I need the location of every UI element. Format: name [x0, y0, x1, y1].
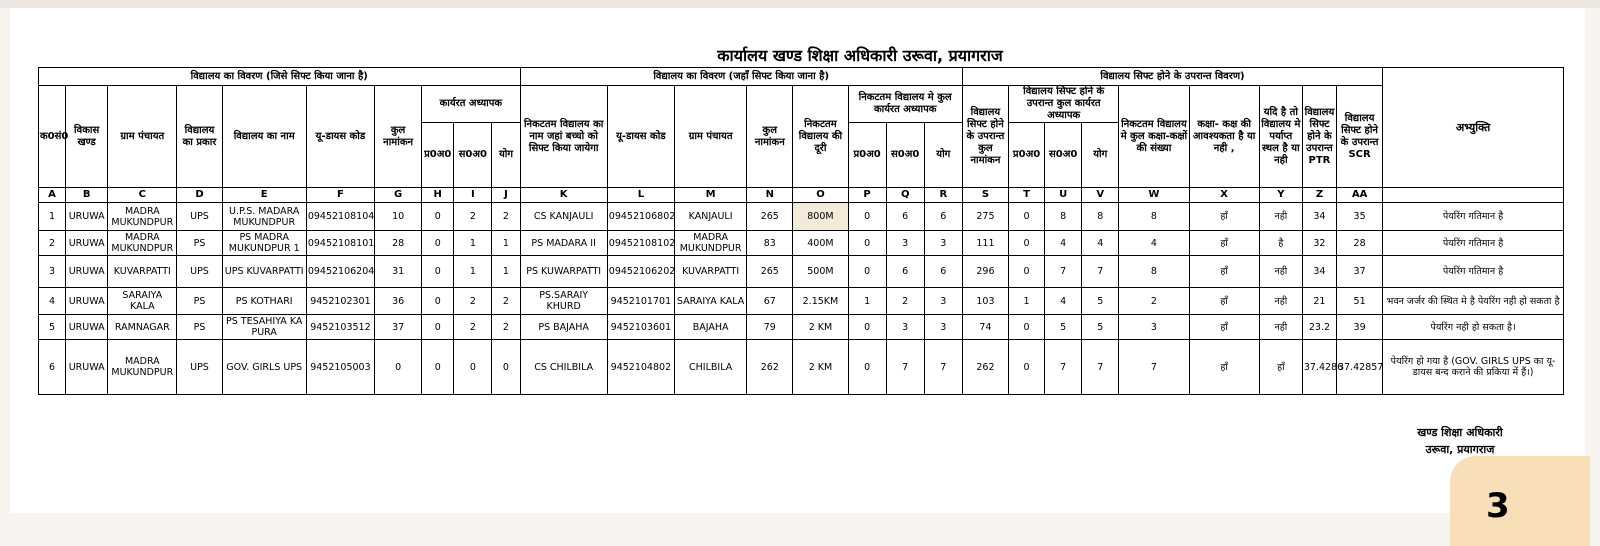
table-cell: GOV. GIRLS UPS: [222, 340, 306, 395]
table-cell: 262: [747, 340, 793, 395]
table-cell: नही: [1259, 256, 1302, 288]
header-p-headmaster: प्र0अ0: [848, 123, 886, 188]
column-letter: J: [492, 188, 520, 203]
remark-cell: पेयरिंग हो गया है (GOV. GIRLS UPS का यू-डायस बन्द कराने की प्रकिया में हैं।): [1383, 340, 1564, 395]
remark-cell: भवन जर्जर की स्थित मे है पेयरिंग नही हो सकता है: [1383, 288, 1564, 315]
table-cell: PS: [177, 288, 222, 315]
table-cell: 79: [747, 315, 793, 340]
table-cell: 3: [924, 288, 962, 315]
remark-cell: पेयरिंग नही हो सकता है।: [1383, 315, 1564, 340]
header-classroom-need: कक्षा- कक्ष की आवश्यकता है या नही ,: [1189, 86, 1259, 188]
table-cell: 09452108104: [306, 203, 374, 231]
table-cell: CS CHILBILA: [520, 340, 607, 395]
table-cell: MADRA MUKUNDPUR: [108, 231, 177, 256]
table-cell: 2: [492, 288, 520, 315]
column-letter: E: [222, 188, 306, 203]
table-cell: 1: [454, 256, 492, 288]
table-cell: UPS: [177, 340, 222, 395]
table-cell: 0: [848, 203, 886, 231]
table-cell: 09452106202: [607, 256, 674, 288]
table-row: [39, 288, 1564, 315]
table-cell: 0: [848, 315, 886, 340]
header-block: विकास खण्ड: [66, 86, 108, 188]
table-cell: 3: [886, 231, 924, 256]
table-cell: 0: [422, 231, 454, 256]
column-letter: Y: [1259, 188, 1302, 203]
header-working-teachers: कार्यरत अध्यापक: [422, 86, 520, 123]
header-target-enrolment: कुल नामांकन: [747, 86, 793, 188]
table-cell: U.P.S. MADARA MUKUNDPUR: [222, 203, 306, 231]
table-cell: 0: [422, 288, 454, 315]
column-letter: G: [375, 188, 422, 203]
table-cell: 7: [1045, 340, 1082, 395]
table-cell: 21: [1302, 288, 1336, 315]
header-classrooms: निकटतम विद्यालय मे कुल कक्षा-कक्षों की संख्या: [1119, 86, 1189, 188]
table-cell: 8: [1082, 203, 1119, 231]
table-cell: RAMNAGAR: [108, 315, 177, 340]
table-cell: URUWA: [66, 315, 108, 340]
table-cell: 8: [1045, 203, 1082, 231]
table-cell: PS: [177, 315, 222, 340]
table-cell: 35: [1337, 203, 1383, 231]
column-letter: K: [520, 188, 607, 203]
table-cell: 09452108102: [607, 231, 674, 256]
group-header-source: विद्यालय का विवरण (जिसे सिफ्ट किया जाना है): [39, 68, 521, 86]
viewer-top-bar: [0, 0, 1600, 8]
table-cell: 262: [962, 340, 1008, 395]
table-cell: 2: [492, 203, 520, 231]
table-cell: PS TESAHIYA KA PURA: [222, 315, 306, 340]
table-cell: 2: [454, 288, 492, 315]
table-cell: 09452106204: [306, 256, 374, 288]
column-letter: P: [848, 188, 886, 203]
table-cell: 2: [1119, 288, 1189, 315]
header-t-headmaster: प्र0अ0: [1009, 123, 1045, 188]
table-cell: 0: [422, 340, 454, 395]
table-cell: CS KANJAULI: [520, 203, 607, 231]
table-row: [39, 203, 1564, 231]
table-cell: 4: [1045, 231, 1082, 256]
table-cell: 6: [924, 256, 962, 288]
column-letter: Z: [1302, 188, 1336, 203]
table-cell: 0: [848, 231, 886, 256]
table-cell: 400M: [793, 231, 848, 256]
header-scr: विद्यालय सिफ्ट होने के उपरान्त SCR: [1337, 86, 1383, 188]
table-cell: 8: [1119, 256, 1189, 288]
header-i-assistant: स0अ0: [454, 123, 492, 188]
table-cell: MADRA MUKUNDPUR: [108, 203, 177, 231]
table-cell: 7: [886, 340, 924, 395]
table-cell: UPS: [177, 256, 222, 288]
table-cell: हाँ: [1189, 315, 1259, 340]
table-cell: MADRA MUKUNDPUR: [108, 340, 177, 395]
table-cell: 111: [962, 231, 1008, 256]
header-space-available: यदि है तो विद्यालय मे पर्याप्त स्थल है या नही: [1259, 86, 1302, 188]
table-cell: SARAIYA KALA: [675, 288, 747, 315]
header-target-panchayat: ग्राम पंचायत: [675, 86, 747, 188]
column-letter: H: [422, 188, 454, 203]
table-cell: 0: [848, 340, 886, 395]
table-cell: हाँ: [1189, 203, 1259, 231]
table-cell: KUVARPATTI: [675, 256, 747, 288]
table-cell: 8: [1119, 203, 1189, 231]
table-cell: नही: [1259, 203, 1302, 231]
signature-block: [1380, 424, 1540, 458]
table-cell: 28: [1337, 231, 1383, 256]
table-cell: 5: [39, 315, 66, 340]
table-cell: BAJAHA: [675, 315, 747, 340]
column-letter: O: [793, 188, 848, 203]
table-cell: 296: [962, 256, 1008, 288]
table-cell: 3: [39, 256, 66, 288]
header-post-enrolment: विद्यालय सिफ्ट होने के उपरान्त कुल नामांकन: [962, 86, 1008, 188]
table-cell: URUWA: [66, 340, 108, 395]
table-cell: 6: [924, 203, 962, 231]
table-cell: 6: [886, 256, 924, 288]
table-cell: 265: [747, 203, 793, 231]
table-cell: 5: [1082, 288, 1119, 315]
table-cell: 265: [747, 256, 793, 288]
column-letter: V: [1082, 188, 1119, 203]
table-cell: SARAIYA KALA: [108, 288, 177, 315]
remark-cell: पेयरिंग गतिमान है: [1383, 231, 1564, 256]
column-letter: R: [924, 188, 962, 203]
document-title: कार्यालय खण्ड शिक्षा अधिकारी उरूवा, प्रयागराज: [717, 46, 1003, 65]
table-cell: 0: [1009, 203, 1045, 231]
table-cell: 2.15KM: [793, 288, 848, 315]
table-cell: 4: [1082, 231, 1119, 256]
table-cell: PS KOTHARI: [222, 288, 306, 315]
column-letter: C: [108, 188, 177, 203]
table-cell: 0: [1009, 340, 1045, 395]
table-cell: 9452103601: [607, 315, 674, 340]
table-cell: UPS: [177, 203, 222, 231]
table-cell: 74: [962, 315, 1008, 340]
table-cell: हाँ: [1189, 288, 1259, 315]
table-cell: 0: [422, 256, 454, 288]
header-distance: निकटतम विद्यालय की दूरी: [793, 86, 848, 188]
header-target-udise: यू-डायस कोड: [607, 86, 674, 188]
table-cell: 37: [1337, 256, 1383, 288]
table-cell: 7: [1119, 340, 1189, 395]
header-q-assistant: स0अ0: [886, 123, 924, 188]
table-cell: 0: [1009, 231, 1045, 256]
table-cell: 2: [454, 315, 492, 340]
table-cell: 275: [962, 203, 1008, 231]
header-school-type: विद्यालय का प्रकार: [177, 86, 222, 188]
table-cell: 4: [39, 288, 66, 315]
table-cell: 09452106802: [607, 203, 674, 231]
group-header-target: विद्यालय का विवरण (जहाँ सिफ्ट किया जाना है): [520, 68, 962, 86]
column-letter: T: [1009, 188, 1045, 203]
table-cell: 7: [1045, 256, 1082, 288]
table-cell: 9452105003: [306, 340, 374, 395]
header-j-total: योग: [492, 123, 520, 188]
header-target-teachers: निकटतम विद्यालय मे कुल कार्यरत अध्यापक: [848, 86, 962, 123]
table-cell: 1: [1009, 288, 1045, 315]
table-cell: 0: [375, 340, 422, 395]
table-cell: URUWA: [66, 256, 108, 288]
table-cell: हाँ: [1189, 231, 1259, 256]
table-cell: 7: [1082, 340, 1119, 395]
table-cell: 3: [886, 315, 924, 340]
corner-badge: [1450, 456, 1590, 546]
table-cell: 4: [1119, 231, 1189, 256]
table-cell: हाँ: [1259, 340, 1302, 395]
header-h-headmaster: प्र0अ0: [422, 123, 454, 188]
table-cell: 1: [848, 288, 886, 315]
header-total-enrolment: कुल नामांकन: [375, 86, 422, 188]
table-cell: 10: [375, 203, 422, 231]
table-cell: 09452108101: [306, 231, 374, 256]
table-cell: 3: [924, 231, 962, 256]
remark-cell: पेयरिंग गतिमान है: [1383, 256, 1564, 288]
column-letter-row: [39, 188, 1564, 203]
column-letter: U: [1045, 188, 1082, 203]
table-cell: 37.4286: [1302, 340, 1336, 395]
column-letter: F: [306, 188, 374, 203]
column-letter: AA: [1337, 188, 1383, 203]
table-cell: नही: [1259, 315, 1302, 340]
column-letter: N: [747, 188, 793, 203]
shifting-table: [38, 67, 1564, 395]
table-cell: 9452103512: [306, 315, 374, 340]
table-cell: 1: [454, 231, 492, 256]
table-cell: MADRA MUKUNDPUR: [675, 231, 747, 256]
column-letter: D: [177, 188, 222, 203]
signature-designation: खण्ड शिक्षा अधिकारी: [1417, 426, 1503, 439]
table-cell: 0: [454, 340, 492, 395]
table-cell: 0: [1009, 315, 1045, 340]
table-cell: 9452102301: [306, 288, 374, 315]
table-cell: PS BAJAHA: [520, 315, 607, 340]
table-cell: 51: [1337, 288, 1383, 315]
table-row: [39, 315, 1564, 340]
table-cell: हाँ: [1189, 340, 1259, 395]
table-cell: हाँ: [1189, 256, 1259, 288]
remark-cell: पेयरिंग गतिमान है: [1383, 203, 1564, 231]
table-cell: 500M: [793, 256, 848, 288]
table-cell: KANJAULI: [675, 203, 747, 231]
table-cell: 1: [39, 203, 66, 231]
table-cell: 3: [1119, 315, 1189, 340]
table-cell: 7: [1082, 256, 1119, 288]
table-cell: PS MADRA MUKUNDPUR 1: [222, 231, 306, 256]
table-cell: 1: [492, 231, 520, 256]
table-cell: 2: [39, 231, 66, 256]
header-serial: क0सं0: [39, 86, 66, 188]
header-v-total: योग: [1082, 123, 1119, 188]
table-cell: 2: [886, 288, 924, 315]
table-cell: PS KUWARPATTI: [520, 256, 607, 288]
table-cell: 9452101701: [607, 288, 674, 315]
table-cell: KUVARPATTI: [108, 256, 177, 288]
table-cell: 2: [492, 315, 520, 340]
column-letter: I: [454, 188, 492, 203]
table-cell: URUWA: [66, 231, 108, 256]
table-cell: 31: [375, 256, 422, 288]
table-cell: 7: [924, 340, 962, 395]
table-cell: 0: [422, 315, 454, 340]
table-cell: 32: [1302, 231, 1336, 256]
header-udise-code: यू-डायस कोड: [306, 86, 374, 188]
header-nearest-school: निकटतम विद्यालय का नाम जहां बच्चो को सिफ्ट किया जायेगा: [520, 86, 607, 188]
table-row: [39, 231, 1564, 256]
header-r-total: योग: [924, 123, 962, 188]
table-cell: 83: [747, 231, 793, 256]
table-cell: 2: [454, 203, 492, 231]
corner-badge-text: 3: [1486, 486, 1510, 526]
table-cell: 37.42857: [1337, 340, 1383, 395]
table-cell: 6: [886, 203, 924, 231]
table-cell: है: [1259, 231, 1302, 256]
table-cell: 6: [39, 340, 66, 395]
table-cell: PS: [177, 231, 222, 256]
column-letter: B: [66, 188, 108, 203]
table-cell: 5: [1082, 315, 1119, 340]
table-cell: 34: [1302, 203, 1336, 231]
table-cell: 36: [375, 288, 422, 315]
table-cell: 28: [375, 231, 422, 256]
column-letter: A: [39, 188, 66, 203]
column-letter: W: [1119, 188, 1189, 203]
table-cell: 800M: [793, 203, 848, 231]
header-ptr: विद्यालय सिफ्ट होने के उपरान्त PTR: [1302, 86, 1336, 188]
table-cell: URUWA: [66, 288, 108, 315]
table-cell: नही: [1259, 288, 1302, 315]
column-letter: L: [607, 188, 674, 203]
table-cell: 3: [924, 315, 962, 340]
group-header-after-shift: विद्यालय सिफ्ट होने के उपरान्त विवरण): [962, 68, 1382, 86]
table-cell: 67: [747, 288, 793, 315]
table-cell: 103: [962, 288, 1008, 315]
column-letter: Q: [886, 188, 924, 203]
table-cell: 23.2: [1302, 315, 1336, 340]
table-cell: 2 KM: [793, 315, 848, 340]
table-body: [39, 203, 1564, 395]
table-cell: 37: [375, 315, 422, 340]
signature-office: उरूवा, प्रयागराज: [1425, 443, 1495, 456]
column-letter: [1383, 188, 1564, 203]
header-remarks: अभ्युक्ति: [1383, 68, 1564, 188]
table-cell: UPS KUVARPATTI: [222, 256, 306, 288]
table-cell: 0: [1009, 256, 1045, 288]
header-u-assistant: स0अ0: [1045, 123, 1082, 188]
table-cell: PS MADARA II: [520, 231, 607, 256]
table-cell: 0: [422, 203, 454, 231]
table-cell: PS.SARAIY KHURD: [520, 288, 607, 315]
header-post-teachers: विद्यालय सिफ्ट होने के उपरान्त कुल कार्यरत अध्यापक: [1009, 86, 1119, 123]
table-cell: 2 KM: [793, 340, 848, 395]
header-school-name: विद्यालय का नाम: [222, 86, 306, 188]
column-letter: M: [675, 188, 747, 203]
table-row: [39, 256, 1564, 288]
table-cell: 5: [1045, 315, 1082, 340]
table-cell: URUWA: [66, 203, 108, 231]
table-cell: 34: [1302, 256, 1336, 288]
table-cell: 4: [1045, 288, 1082, 315]
table-cell: 0: [492, 340, 520, 395]
table-cell: 1: [492, 256, 520, 288]
column-letter: X: [1189, 188, 1259, 203]
table-cell: 39: [1337, 315, 1383, 340]
table-cell: 0: [848, 256, 886, 288]
header-gram-panchayat: ग्राम पंचायत: [108, 86, 177, 188]
column-letter: S: [962, 188, 1008, 203]
table-cell: 9452104802: [607, 340, 674, 395]
table-cell: CHILBILA: [675, 340, 747, 395]
table-row: [39, 340, 1564, 395]
